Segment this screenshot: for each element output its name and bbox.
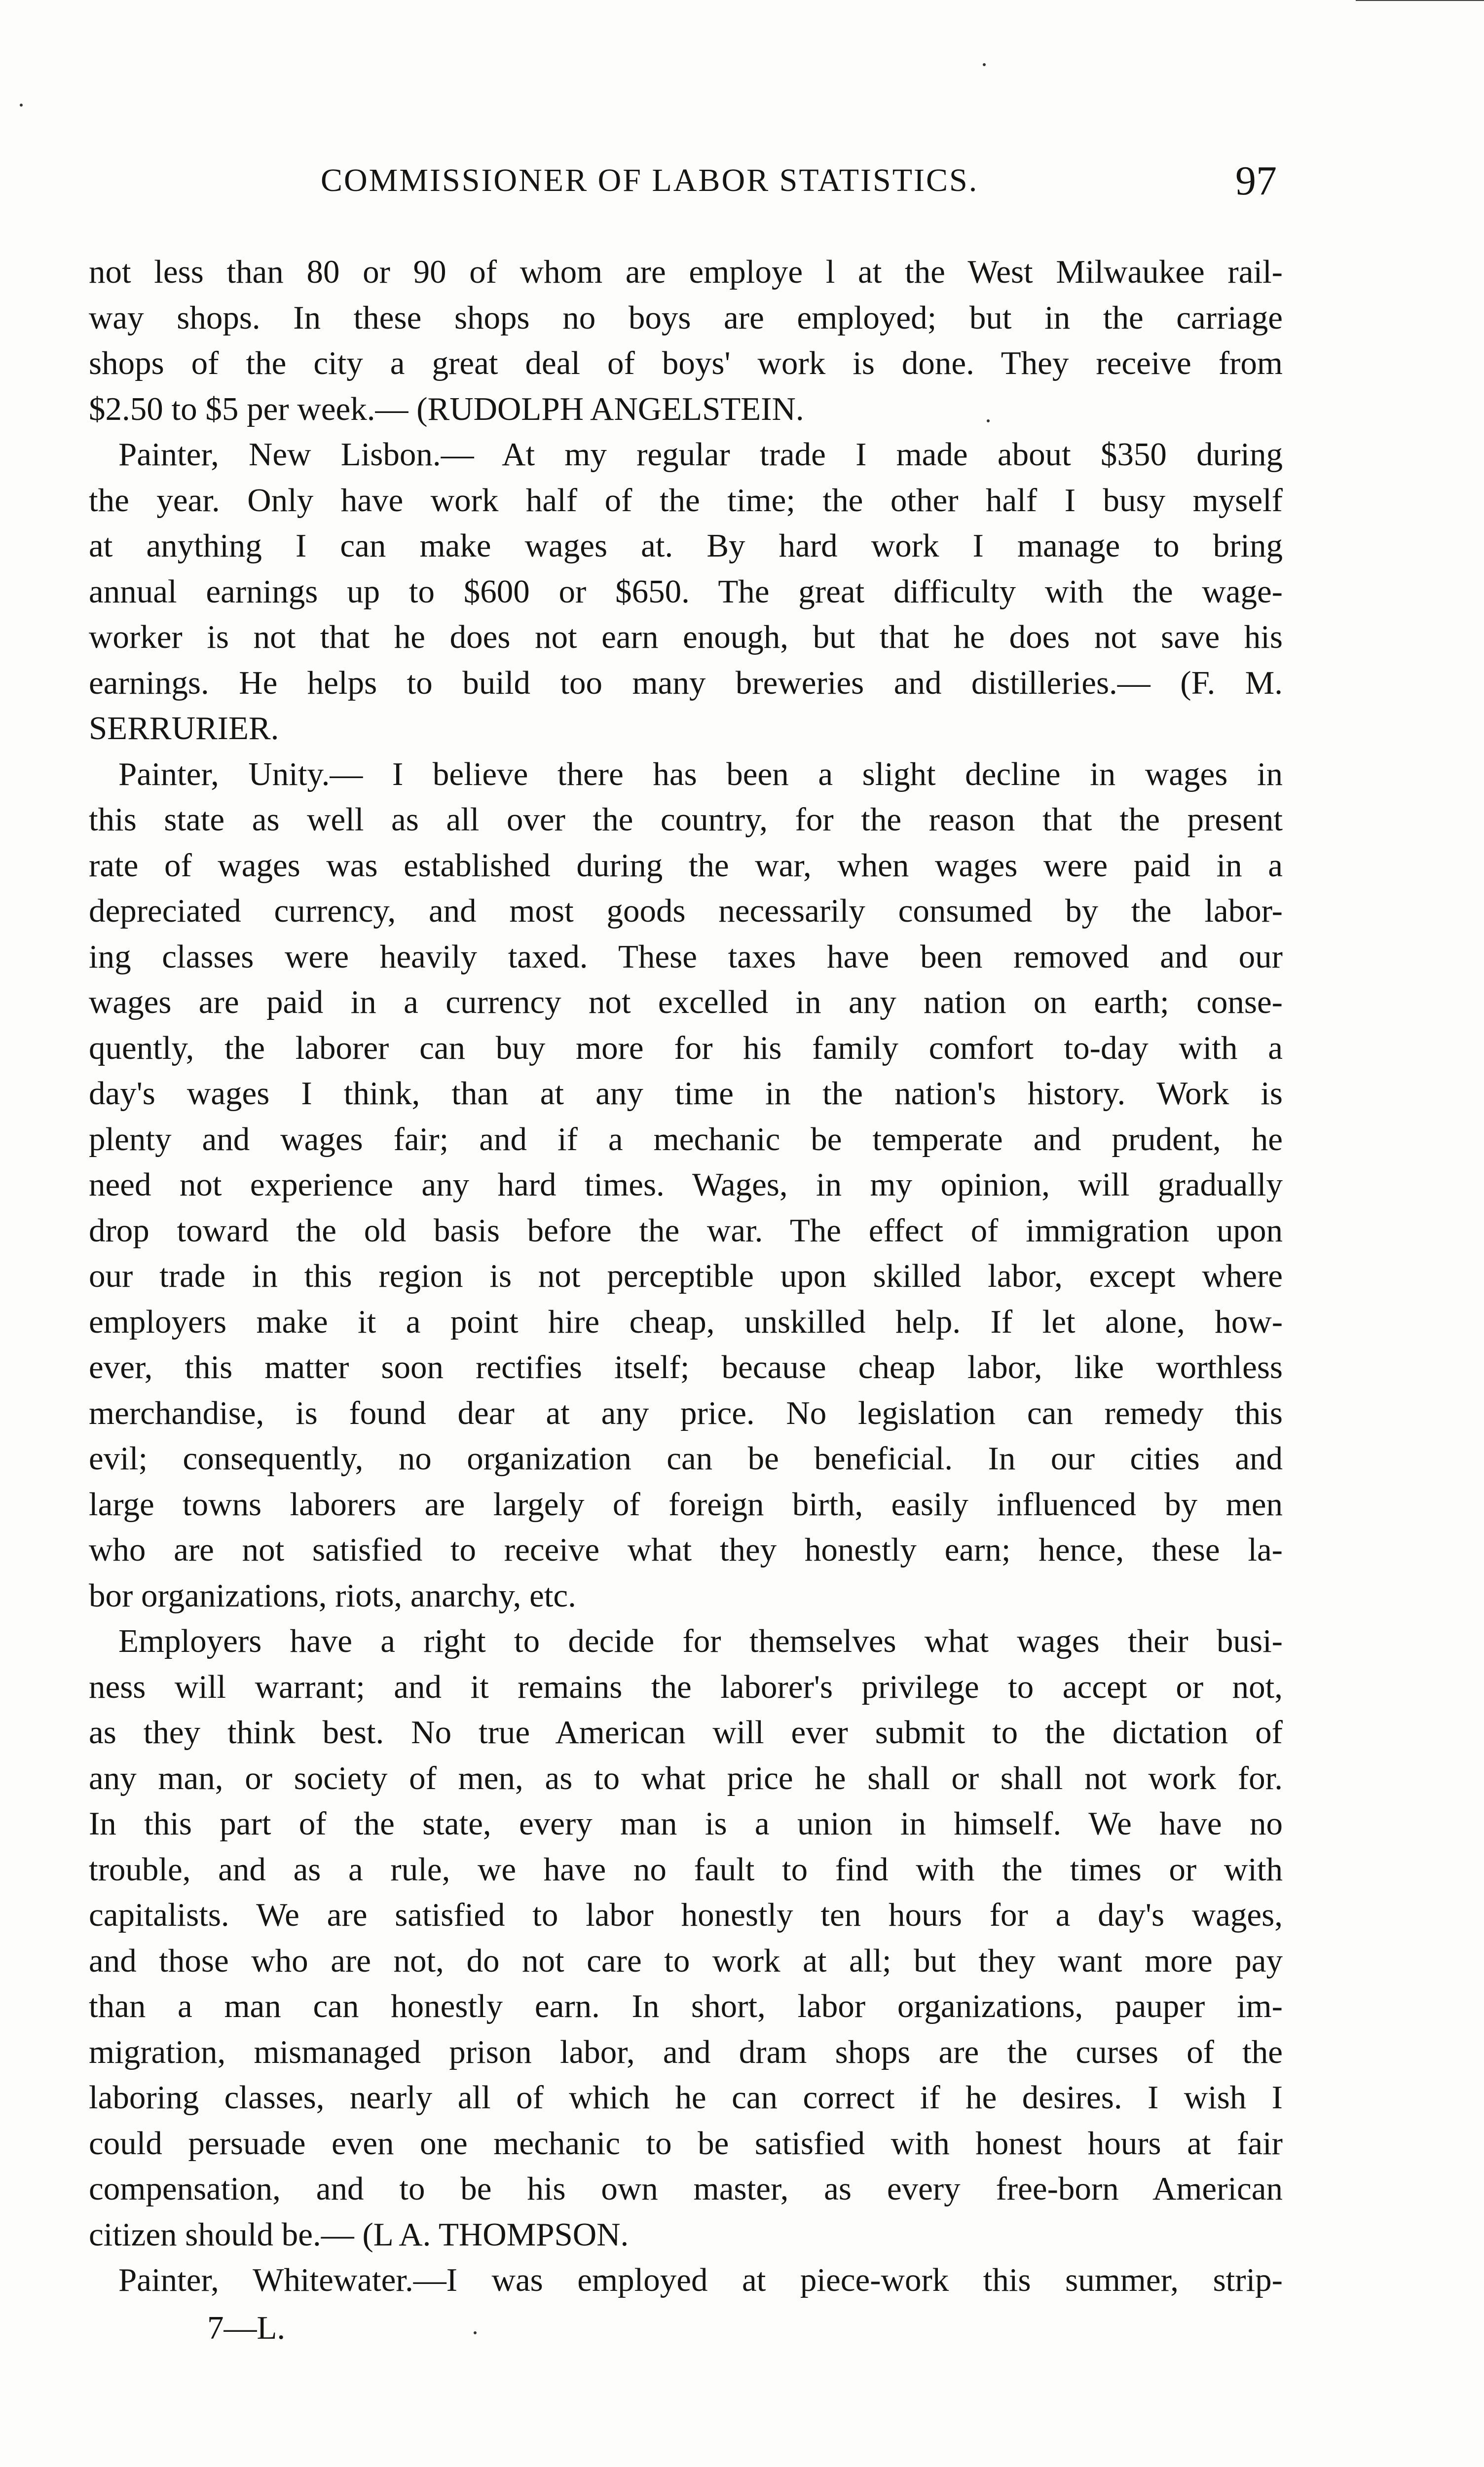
text-line: who are not satisfied to receive what they honestly earn; hence, these la- <box>89 1532 1283 1568</box>
text-line: In this part of the state, every man is a union in himself. We have no <box>89 1805 1283 1842</box>
text-line: trouble, and as a rule, we have no fault to find with the times or with <box>89 1851 1283 1888</box>
text-line: the year. Only have work half of the time; the other half I busy myself <box>89 482 1283 519</box>
text-line: shops of the city a great deal of boys' work is done. They receive from <box>89 345 1283 381</box>
print-speck <box>20 104 23 107</box>
text-line: and those who are not, do not care to work at all; but they want more pay <box>89 1942 1283 1979</box>
text-line: earnings. He helps to build too many breweries and distilleries.— (F. M. <box>89 664 1283 701</box>
text-line: Employers have a right to decide for themselves what wages their busi- <box>118 1623 1283 1659</box>
print-speck <box>474 2331 477 2334</box>
text-line: migration, mismanaged prison labor, and dram shops are the curses of the <box>89 2033 1283 2070</box>
text-line: Painter, Whitewater.—I was employed at piece-work this summer, strip- <box>118 2262 1283 2298</box>
text-line: at anything I can make wages at. By hard work I manage to bring <box>89 527 1283 564</box>
page-edge-mark <box>1356 0 1484 1</box>
running-head <box>89 157 1277 211</box>
text-line: capitalists. We are satisfied to labor honestly ten hours for a day's wages, <box>89 1897 1283 1933</box>
text-line: bor organizations, riots, anarchy, etc. <box>89 1577 576 1614</box>
text-line: $2.50 to $5 per week.— (RUDOLPH ANGELSTEIN. <box>89 390 804 427</box>
text-line: merchandise, is found dear at any price. No legislation can remedy this <box>89 1394 1283 1431</box>
signature-mark: 7—L. <box>207 2310 286 2346</box>
text-line: employers make it a point hire cheap, unskilled help. If let alone, how- <box>89 1303 1283 1340</box>
text-line: wages are paid in a currency not excelled in any nation on earth; conse- <box>89 984 1283 1020</box>
text-line: than a man can honestly earn. In short, labor organizations, pauper im- <box>89 1988 1283 2024</box>
text-line: plenty and wages fair; and if a mechanic be temperate and prudent, he <box>89 1121 1283 1158</box>
running-title: COMMISSIONER OF LABOR STATISTICS. <box>321 162 979 198</box>
text-line: rate of wages was established during the war, when wages were paid in a <box>89 847 1283 884</box>
text-line: drop toward the old basis before the war. The effect of immigration upon <box>89 1212 1283 1249</box>
text-line: worker is not that he does not earn enough, but that he does not save his <box>89 619 1283 655</box>
text-line: citizen should be.— (L A. THOMPSON. <box>89 2216 629 2253</box>
text-line: annual earnings up to $600 or $650. The great difficulty with the wage- <box>89 573 1283 610</box>
text-line: large towns laborers are largely of foreign birth, easily influenced by men <box>89 1486 1283 1523</box>
text-line: SERRURIER. <box>89 710 279 747</box>
text-line: Painter, Unity.— I believe there has been a slight decline in wages in <box>118 755 1283 792</box>
text-line: as they think best. No true American will ever submit to the dictation of <box>89 1714 1283 1751</box>
text-line: quently, the laborer can buy more for his family comfort to-day with a <box>89 1029 1283 1066</box>
text-line: depreciated currency, and most goods necessarily consumed by the labor- <box>89 893 1283 929</box>
text-line: any man, or society of men, as to what price he shall or shall not work for. <box>89 1759 1283 1796</box>
body-text <box>89 249 1283 2303</box>
text-line: need not experience any hard times. Wages, in my opinion, will gradually <box>89 1166 1283 1203</box>
text-line: evil; consequently, no organization can be beneficial. In our cities and <box>89 1440 1283 1477</box>
text-line: ing classes were heavily taxed. These taxes have been removed and our <box>89 938 1283 975</box>
text-line: laboring classes, nearly all of which he can correct if he desires. I wish I <box>89 2079 1283 2116</box>
text-line: this state as well as all over the country, for the reason that the present <box>89 801 1283 838</box>
print-speck <box>983 63 986 66</box>
text-line: compensation, and to be his own master, as every free-born American <box>89 2170 1283 2207</box>
text-line: ever, this matter soon rectifies itself; because cheap labor, like worthless <box>89 1349 1283 1385</box>
text-line: our trade in this region is not perceptible upon skilled labor, except where <box>89 1258 1283 1294</box>
text-line: day's wages I think, than at any time in the nation's history. Work is <box>89 1075 1283 1112</box>
text-line: not less than 80 or 90 of whom are employe l at the West Milwaukee rail- <box>89 254 1283 290</box>
text-line: Painter, New Lisbon.— At my regular trade I made about $350 during <box>118 436 1283 473</box>
text-line: way shops. In these shops no boys are employed; but in the carriage <box>89 299 1283 336</box>
text-line: ness will warrant; and it remains the laborer's privilege to accept or not, <box>89 1668 1283 1705</box>
text-line: could persuade even one mechanic to be satisfied with honest hours at fair <box>89 2125 1283 2162</box>
page-number: 97 <box>1235 158 1277 204</box>
